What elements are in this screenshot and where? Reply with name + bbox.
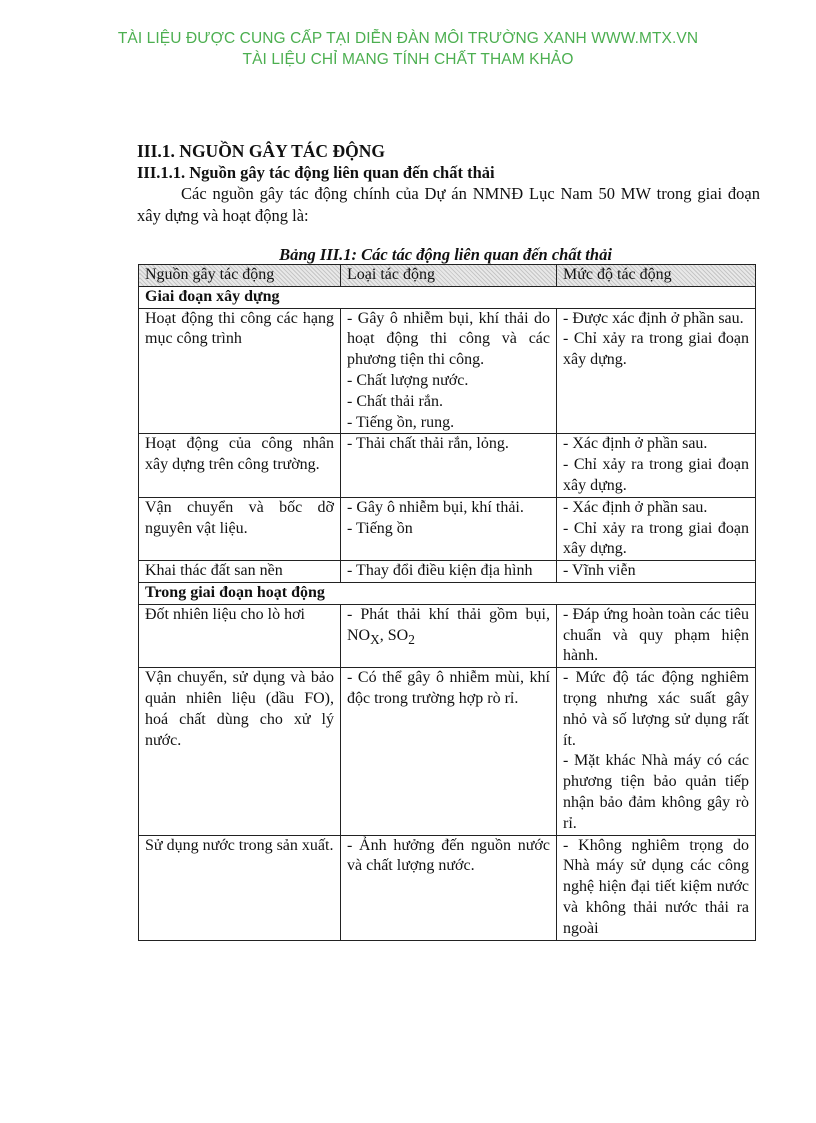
- header-level: Mức độ tác động: [557, 265, 756, 287]
- section-heading: III.1. NGUỒN GÂY TÁC ĐỘNG: [137, 141, 385, 161]
- table-caption: Bảng III.1: Các tác động liên quan đến chất thải: [279, 245, 612, 264]
- cell-level: [557, 835, 756, 940]
- type-text-mid: , SO: [379, 626, 409, 644]
- cell-type: [341, 668, 557, 835]
- cell-level: [557, 561, 756, 583]
- watermark-line-1: TÀI LIỆU ĐƯỢC CUNG CẤP TẠI DIỄN ĐÀN MÔI TRƯỜNG XANH WWW.MTX.VN: [117, 30, 699, 47]
- level-line: - Xác định ở phần sau.: [563, 498, 708, 516]
- type-line: - Gây ô nhiễm bụi, khí thải do hoạt động thi công và các phương tiện thi công.: [347, 309, 550, 369]
- section-label: Trong giai đoạn hoạt động: [139, 582, 756, 604]
- cell-type: [341, 497, 557, 560]
- level-line: - Chỉ xảy ra trong giai đoạn xây dựng.: [563, 519, 749, 558]
- impact-table: [138, 264, 756, 941]
- cell-type: [341, 604, 557, 667]
- table-header-row: [139, 265, 756, 287]
- level-line: - Vĩnh viễn: [563, 562, 636, 580]
- cell-source: Hoạt động thi công các hạng mục công trình: [139, 308, 341, 434]
- watermark-line-2: TÀI LIỆU CHỈ MANG TÍNH CHẤT THAM KHẢO: [242, 51, 574, 68]
- table-row: [139, 668, 756, 835]
- section-row-operation: [139, 582, 756, 604]
- type-line: - Tiếng ồn: [347, 519, 413, 537]
- level-line: - Đáp ứng hoàn toàn các tiêu chuẩn và quy phạm hiện hành.: [563, 605, 749, 665]
- level-line: - Không nghiêm trọng do Nhà máy sử dụng các công nghệ hiện đại tiết kiệm nước và không thải nước thải ra ngoài: [563, 836, 749, 937]
- level-line: - Được xác định ở phần sau.: [563, 309, 744, 327]
- subscript-x: X: [370, 631, 380, 647]
- header-source: Nguồn gây tác động: [139, 265, 341, 287]
- level-line: - Mức độ tác động nghiêm trọng nhưng xác suất gây nhỏ và số lượng sử dụng rất ít.: [563, 669, 749, 749]
- type-line: - Tiếng ồn, rung.: [347, 413, 455, 431]
- table-row: [139, 835, 756, 940]
- type-line: - Có thể gây ô nhiễm mùi, khí độc trong trường hợp rò rỉ.: [347, 669, 550, 707]
- level-line: - Mặt khác Nhà máy có các phương tiện bảo quản tiếp nhận bảo đảm không gây rò rỉ.: [563, 752, 749, 832]
- level-line: - Chỉ xảy ra trong giai đoạn xây dựng.: [563, 330, 749, 369]
- cell-source: Khai thác đất san nền: [139, 561, 341, 583]
- intro-paragraph: Các nguồn gây tác động chính của Dự án NMNĐ Lục Nam 50 MW trong giai đoạn xây dựng và hoạt động là:: [137, 184, 760, 225]
- type-line: - Chất lượng nước.: [347, 371, 469, 389]
- cell-level: [557, 668, 756, 835]
- table-row: [139, 561, 756, 583]
- cell-type: [341, 308, 557, 434]
- type-text: - Phát thải khí thải gồm bụi, NO: [347, 605, 550, 644]
- table-row: [139, 604, 756, 667]
- section-label: Giai đoạn xây dựng: [139, 286, 756, 308]
- cell-type: [341, 561, 557, 583]
- type-line: - Ảnh hưởng đến nguồn nước và chất lượng nước.: [347, 836, 550, 875]
- header-type: Loại tác động: [341, 265, 557, 287]
- cell-source: Đốt nhiên liệu cho lò hơi: [139, 604, 341, 667]
- cell-type: [341, 434, 557, 497]
- level-line: - Xác định ở phần sau.: [563, 435, 708, 453]
- cell-type: [341, 835, 557, 940]
- level-line: - Chỉ xảy ra trong giai đoạn xây dựng.: [563, 456, 749, 494]
- type-line: - Chất thải rắn.: [347, 392, 443, 410]
- table-row: [139, 497, 756, 560]
- type-line: - Thải chất thải rắn, lỏng.: [347, 435, 509, 453]
- subscript-2: 2: [408, 631, 415, 647]
- section-row-construction: [139, 286, 756, 308]
- cell-source: Sử dụng nước trong sản xuất.: [139, 835, 341, 940]
- cell-level: [557, 308, 756, 434]
- subsection-heading: III.1.1. Nguồn gây tác động liên quan đến chất thải: [137, 163, 495, 182]
- type-line: - Thay đổi điều kiện địa hình: [347, 562, 533, 580]
- cell-source: Vận chuyển và bốc dỡ nguyên vật liệu.: [139, 497, 341, 560]
- cell-source: Vận chuyển, sử dụng và bảo quản nhiên liệu (dầu FO), hoá chất dùng cho xử lý nước.: [139, 668, 341, 835]
- type-line: - Gây ô nhiễm bụi, khí thải.: [347, 498, 524, 516]
- table-row: [139, 308, 756, 434]
- cell-level: [557, 604, 756, 667]
- cell-level: [557, 434, 756, 497]
- cell-level: [557, 497, 756, 560]
- table-row: [139, 434, 756, 497]
- cell-source: Hoạt động của công nhân xây dựng trên công trường.: [139, 434, 341, 497]
